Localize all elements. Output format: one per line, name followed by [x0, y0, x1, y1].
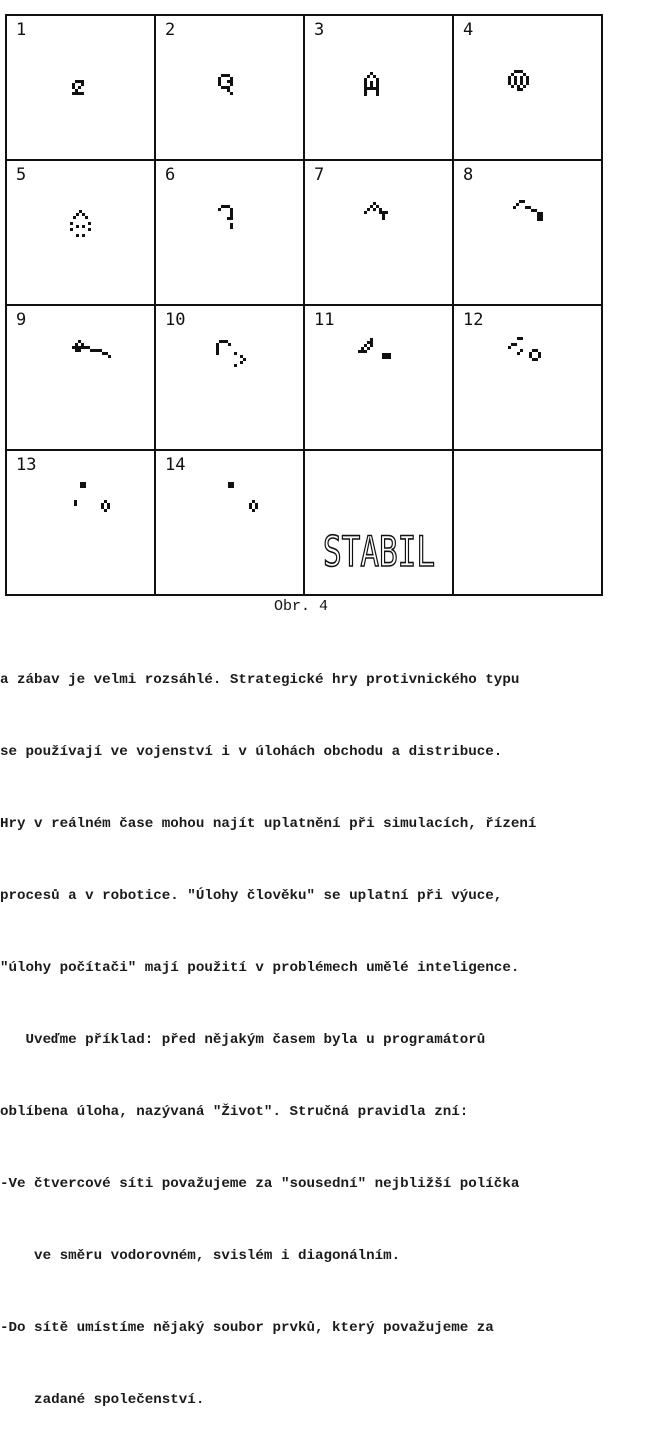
pattern-pixel	[108, 355, 111, 358]
pattern-pixel	[81, 343, 84, 346]
pattern-pixel	[231, 482, 234, 485]
text-line: a zábav je velmi rozsáhlé. Strategické hry protivnického typu	[0, 672, 520, 688]
pattern-pixel	[511, 343, 514, 346]
pattern-pixel	[364, 90, 367, 93]
pattern-pixel	[243, 358, 246, 361]
pattern-pixel	[522, 200, 525, 203]
pattern-pixel	[76, 225, 79, 228]
pattern-pixel	[367, 341, 370, 344]
pattern-pixel	[526, 79, 529, 82]
pattern-pixel	[81, 346, 84, 349]
pattern-pixel	[385, 356, 388, 359]
pattern-pixel	[80, 485, 83, 488]
life-pattern	[72, 80, 84, 95]
pattern-pixel	[88, 228, 91, 231]
pattern-pixel	[508, 76, 511, 79]
text-line: procesů a v robotice. "Úlohy člověku" se uplatní při výuce,	[0, 888, 503, 904]
pattern-pixel	[520, 337, 523, 340]
pattern-pixel	[376, 84, 379, 87]
life-pattern	[218, 74, 233, 95]
pattern-pixel	[81, 83, 84, 86]
cell-number: 6	[165, 165, 176, 185]
pattern-pixel	[224, 86, 227, 89]
life-pattern	[508, 70, 529, 91]
pattern-pixel	[370, 84, 373, 87]
pattern-pixel	[249, 503, 252, 506]
pattern-pixel	[74, 503, 77, 506]
pattern-pixel	[531, 209, 534, 212]
pattern-pixel	[370, 87, 373, 90]
pattern-pixel	[540, 218, 543, 221]
pattern-pixel	[230, 83, 233, 86]
pattern-pixel	[240, 355, 243, 358]
pattern-pixel	[520, 79, 523, 82]
pattern-pixel	[364, 93, 367, 96]
pattern-pixel	[540, 212, 543, 215]
pattern-pixel	[513, 206, 516, 209]
pattern-pixel	[227, 74, 230, 77]
pattern-pixel	[76, 213, 79, 216]
pattern-pixel	[218, 77, 221, 80]
pattern-pixel	[222, 340, 225, 343]
pattern-pixel	[520, 88, 523, 91]
pattern-pixel	[75, 343, 78, 346]
pattern-pixel	[74, 500, 77, 503]
pattern-pixel	[104, 500, 107, 503]
pattern-pixel	[216, 349, 219, 352]
pattern-pixel	[78, 80, 81, 83]
pattern-pixel	[525, 206, 528, 209]
pattern-pixel	[85, 216, 88, 219]
pattern-pixel	[388, 356, 391, 359]
pattern-pixel	[382, 214, 385, 217]
pattern-pixel	[376, 78, 379, 81]
cell-number: 1	[16, 20, 27, 40]
pattern-pixel	[75, 349, 78, 352]
pattern-pixel	[370, 81, 373, 84]
pattern-pixel	[379, 211, 382, 214]
pattern-pixel	[523, 85, 526, 88]
life-pattern	[364, 72, 379, 96]
pattern-pixel	[72, 346, 75, 349]
pattern-pixel	[537, 212, 540, 215]
pattern-pixel	[379, 208, 382, 211]
pattern-pixel	[249, 506, 252, 509]
pattern-pixel	[364, 344, 367, 347]
pattern-pixel	[364, 87, 367, 90]
cell-number: 13	[16, 455, 37, 475]
pattern-pixel	[218, 208, 221, 211]
life-pattern	[513, 200, 543, 221]
pattern-pixel	[538, 352, 541, 355]
pattern-pixel	[101, 506, 104, 509]
pattern-pixel	[78, 346, 81, 349]
text-line: ve směru vodorovném, svislém i diagonálním.	[0, 1248, 401, 1264]
pattern-pixel	[75, 80, 78, 83]
pattern-pixel	[385, 211, 388, 214]
pattern-pixel	[219, 340, 222, 343]
cell-number: 8	[463, 165, 474, 185]
text-line: Hry v reálném čase mohou najít uplatnění při simulacích, řízení	[0, 816, 537, 832]
pattern-pixel	[367, 347, 370, 350]
pattern-pixel	[83, 485, 86, 488]
cell-number: 2	[165, 20, 176, 40]
pattern-pixel	[216, 352, 219, 355]
pattern-pixel	[532, 349, 535, 352]
pattern-pixel	[75, 92, 78, 95]
cell-numbers	[16, 20, 483, 475]
pattern-pixel	[358, 350, 361, 353]
pattern-pixel	[230, 217, 233, 220]
pattern-pixel	[230, 223, 233, 226]
pattern-pixel	[514, 76, 517, 79]
pattern-pixel	[529, 352, 532, 355]
pattern-pixel	[102, 352, 105, 355]
pattern-pixel	[367, 87, 370, 90]
pattern-pixel	[376, 90, 379, 93]
pattern-pixel	[82, 213, 85, 216]
pattern-pixel	[382, 353, 385, 356]
life-pattern-figure	[0, 0, 646, 600]
pattern-pixel	[227, 217, 230, 220]
body-text	[0, 620, 646, 1436]
figure-caption: Obr. 4	[274, 598, 329, 615]
pattern-pixel	[227, 205, 230, 208]
pattern-pixel	[523, 73, 526, 76]
pattern-pixel	[511, 85, 514, 88]
pattern-pixel	[228, 343, 231, 346]
pattern-pixel	[511, 73, 514, 76]
pattern-pixel	[99, 349, 102, 352]
pattern-pixel	[538, 355, 541, 358]
cell-number: 12	[463, 310, 484, 330]
pattern-pixel	[78, 86, 81, 89]
pattern-pixel	[218, 83, 221, 86]
pattern-pixel	[532, 358, 535, 361]
pattern-pixel	[227, 80, 230, 83]
pattern-pixel	[221, 205, 224, 208]
pattern-pixel	[224, 205, 227, 208]
pattern-pixel	[514, 82, 517, 85]
cell-number: 7	[314, 165, 325, 185]
pattern-pixel	[537, 218, 540, 221]
pattern-pixel	[520, 70, 523, 73]
pattern-pixel	[364, 350, 367, 353]
pattern-pixel	[230, 214, 233, 217]
pattern-pixel	[227, 86, 230, 89]
pattern-pixel	[514, 79, 517, 82]
pattern-pixel	[78, 340, 81, 343]
pattern-pixel	[73, 216, 76, 219]
pattern-pixel	[520, 82, 523, 85]
pattern-pixel	[364, 211, 367, 214]
pattern-pixel	[72, 86, 75, 89]
pattern-pixel	[382, 356, 385, 359]
life-pattern	[74, 482, 110, 512]
pattern-pixel	[230, 226, 233, 229]
pattern-pixel	[535, 349, 538, 352]
pattern-pixel	[252, 500, 255, 503]
stabil-label: STABIL	[323, 527, 435, 576]
pattern-pixel	[104, 509, 107, 512]
pattern-pixel	[517, 352, 520, 355]
pattern-pixel	[517, 88, 520, 91]
cell-number: 11	[314, 310, 335, 330]
cell-number: 4	[463, 20, 474, 40]
life-pattern	[508, 337, 541, 361]
pattern-pixel	[370, 72, 373, 75]
pattern-pixel	[228, 482, 231, 485]
text-line: "úlohy počítači" mají použití v problémech umělé inteligence.	[0, 960, 520, 976]
pattern-pixel	[517, 70, 520, 73]
life-pattern	[358, 338, 391, 359]
pattern-pixel	[367, 208, 370, 211]
pattern-pixel	[216, 346, 219, 349]
pattern-pixel	[519, 200, 522, 203]
pattern-pixel	[361, 350, 364, 353]
pattern-pixel	[230, 208, 233, 211]
pattern-pixel	[514, 343, 517, 346]
pattern-pixel	[227, 89, 230, 92]
pattern-pixel	[70, 222, 73, 225]
figure-grid	[6, 15, 602, 595]
pattern-pixel	[370, 338, 373, 341]
pattern-pixel	[78, 92, 81, 95]
life-pattern	[364, 202, 388, 220]
life-pattern	[228, 482, 258, 512]
pattern-pixel	[517, 85, 520, 88]
pattern-pixel	[218, 80, 221, 83]
cell-number: 14	[165, 455, 186, 475]
pattern-pixel	[79, 210, 82, 213]
pattern-pixel	[376, 93, 379, 96]
pattern-pixel	[516, 203, 519, 206]
pattern-pixel	[255, 506, 258, 509]
text-line: -Ve čtvercové síti považujeme za "sousední" nejbližší políčka	[0, 1176, 520, 1192]
pattern-pixel	[255, 503, 258, 506]
pattern-pixel	[370, 341, 373, 344]
pattern-pixel	[529, 355, 532, 358]
pattern-pixel	[88, 222, 91, 225]
cell-number: 10	[165, 310, 186, 330]
pattern-pixel	[80, 482, 83, 485]
pattern-pixel	[508, 79, 511, 82]
pattern-pixel	[528, 206, 531, 209]
pattern-pixel	[90, 349, 93, 352]
pattern-pixel	[234, 364, 237, 367]
pattern-pixel	[388, 353, 391, 356]
life-pattern	[72, 340, 111, 358]
life-pattern	[70, 210, 91, 237]
cell-patterns	[70, 70, 543, 512]
pattern-pixel	[361, 347, 364, 350]
pattern-pixel	[537, 215, 540, 218]
pattern-pixel	[221, 86, 224, 89]
pattern-pixel	[76, 234, 79, 237]
pattern-pixel	[370, 205, 373, 208]
pattern-pixel	[96, 349, 99, 352]
pattern-pixel	[364, 84, 367, 87]
pattern-pixel	[105, 352, 108, 355]
pattern-pixel	[82, 225, 85, 228]
pattern-pixel	[107, 506, 110, 509]
pattern-pixel	[252, 509, 255, 512]
pattern-pixel	[81, 80, 84, 83]
pattern-pixel	[526, 82, 529, 85]
text-line: se používají ve vojenství i v úlohách obchodu a distribuce.	[0, 744, 503, 760]
pattern-pixel	[370, 344, 373, 347]
pattern-pixel	[230, 77, 233, 80]
pattern-pixel	[78, 349, 81, 352]
pattern-pixel	[234, 352, 237, 355]
pattern-pixel	[93, 349, 96, 352]
pattern-pixel	[373, 202, 376, 205]
pattern-pixel	[373, 87, 376, 90]
cell-number: 5	[16, 165, 27, 185]
pattern-pixel	[526, 76, 529, 79]
pattern-pixel	[83, 482, 86, 485]
pattern-pixel	[75, 346, 78, 349]
pattern-pixel	[373, 208, 376, 211]
pattern-pixel	[216, 343, 219, 346]
pattern-pixel	[87, 346, 90, 349]
pattern-pixel	[225, 340, 228, 343]
pattern-pixel	[240, 361, 243, 364]
pattern-pixel	[231, 485, 234, 488]
pattern-pixel	[75, 89, 78, 92]
pattern-pixel	[376, 205, 379, 208]
pattern-pixel	[107, 503, 110, 506]
pattern-pixel	[101, 503, 104, 506]
life-pattern	[218, 205, 233, 229]
pattern-pixel	[221, 74, 224, 77]
pattern-pixel	[230, 92, 233, 95]
cell-number: 3	[314, 20, 325, 40]
pattern-pixel	[84, 346, 87, 349]
pattern-pixel	[72, 92, 75, 95]
cell-number: 9	[16, 310, 27, 330]
pattern-pixel	[82, 234, 85, 237]
pattern-pixel	[520, 76, 523, 79]
text-line: oblíbena úloha, nazývaná "Život". Stručná pravidla zní:	[0, 1104, 469, 1120]
pattern-pixel	[385, 353, 388, 356]
text-line: zadané společenství.	[0, 1392, 205, 1408]
pattern-pixel	[376, 87, 379, 90]
pattern-pixel	[81, 92, 84, 95]
pattern-pixel	[364, 78, 367, 81]
pattern-pixel	[535, 358, 538, 361]
pattern-pixel	[514, 70, 517, 73]
pattern-pixel	[72, 83, 75, 86]
pattern-pixel	[367, 75, 370, 78]
text-line: Uveďme příklad: před nějakým časem byla u programátorů	[0, 1032, 486, 1048]
pattern-pixel	[228, 485, 231, 488]
pattern-pixel	[534, 209, 537, 212]
pattern-pixel	[540, 215, 543, 218]
pattern-pixel	[508, 82, 511, 85]
pattern-pixel	[224, 74, 227, 77]
pattern-pixel	[230, 211, 233, 214]
pattern-pixel	[517, 337, 520, 340]
pattern-pixel	[230, 80, 233, 83]
pattern-pixel	[508, 346, 511, 349]
pattern-pixel	[364, 81, 367, 84]
pattern-pixel	[70, 228, 73, 231]
pattern-pixel	[376, 81, 379, 84]
pattern-pixel	[382, 217, 385, 220]
pattern-pixel	[373, 75, 376, 78]
pattern-pixel	[382, 211, 385, 214]
life-pattern	[216, 340, 246, 367]
pattern-pixel	[520, 349, 523, 352]
text-line: -Do sítě umístíme nějaký soubor prvků, který považujeme za	[0, 1320, 494, 1336]
